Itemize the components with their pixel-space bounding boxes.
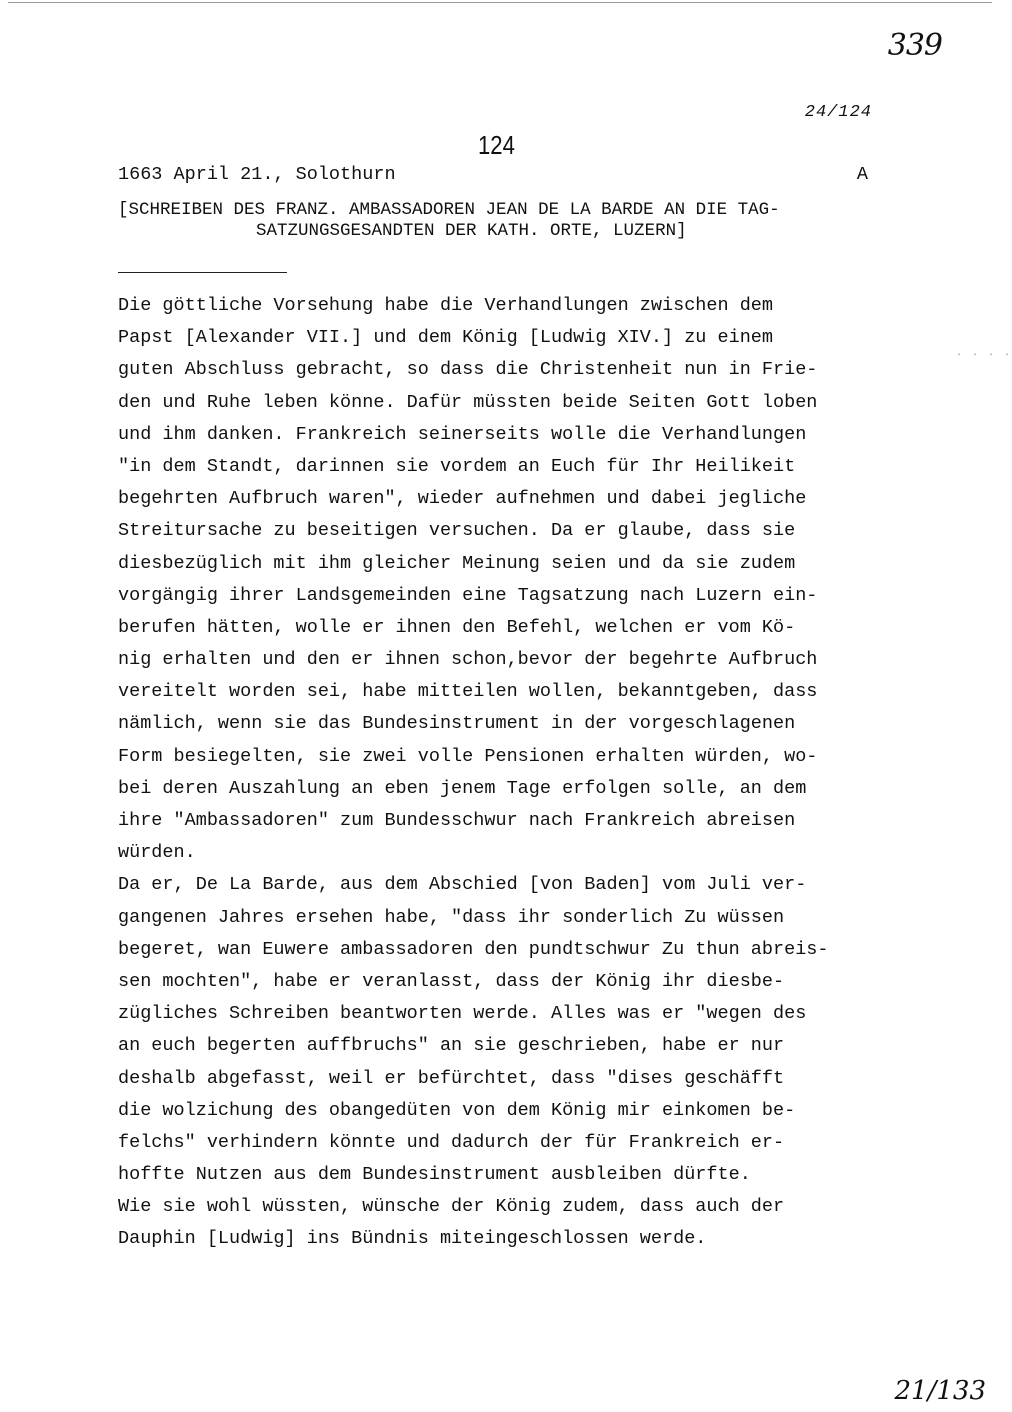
- handwritten-page-number: 21/133: [894, 1376, 986, 1406]
- text-line: begeret, wan Euwere ambassadoren den pundtschwur Zu thun abreis-: [118, 938, 829, 960]
- text-line: den und Ruhe leben könne. Dafür müssten beide Seiten Gott loben: [118, 391, 818, 413]
- date-place-line: 1663 April 21., Solothurn: [118, 164, 396, 185]
- scan-edge-line: [8, 2, 992, 3]
- handwritten-folio-number: 339: [887, 28, 942, 63]
- text-line: würden.: [118, 842, 196, 864]
- text-line: bei deren Auszahlung an eben jenem Tage erfolgen solle, an dem: [118, 777, 807, 799]
- text-line: Da er, De La Barde, aus dem Abschied [von Baden] vom Juli ver-: [118, 874, 807, 896]
- text-line: begehrten Aufbruch waren", wieder aufnehmen und dabei jegliche: [118, 488, 807, 510]
- text-line: Form besiegelten, sie zwei volle Pensionen erhalten würden, wo-: [118, 745, 818, 767]
- text-line: ihre "Ambassadoren" zum Bundesschwur nach Frankreich abreisen: [118, 810, 796, 831]
- text-line: vereitelt worden sei, habe mitteilen wollen, bekanntgeben, dass: [118, 681, 818, 703]
- text-line: hoffte Nutzen aus dem Bundesinstrument ausbleiben dürfte.: [118, 1164, 751, 1186]
- text-line: nig erhalten und den er ihnen schon,bevor der begehrte Aufbruch: [118, 649, 818, 671]
- text-line: nämlich, wenn sie das Bundesinstrument in der vorgeschlagenen: [118, 713, 796, 735]
- text-line: sen mochten", habe er veranlasst, dass der König ihr diesbe-: [118, 970, 785, 992]
- title-line: [SCHREIBEN DES FRANZ. AMBASSADOREN JEAN DE LA BARDE AN DIE TAG-: [118, 200, 780, 220]
- text-line: Die göttliche Vorsehung habe die Verhandlungen zwischen dem: [118, 295, 774, 316]
- archive-reference: 24/124: [804, 103, 872, 122]
- text-line: vorgängig ihrer Landsgemeinden eine Tagsatzung nach Luzern ein-: [118, 584, 818, 606]
- text-line: Wie sie wohl wüssten, wünsche der König zudem, dass auch der: [118, 1196, 785, 1218]
- title-line: SATZUNGSGESANDTEN DER KATH. ORTE, LUZERN]: [256, 221, 687, 241]
- text-line: diesbezüglich mit ihm gleicher Meinung seien und da sie zudem: [118, 552, 796, 574]
- text-line: "in dem Standt, darinnen sie vordem an Euch für Ihr Heilikeit: [118, 455, 796, 477]
- summary-text: [118, 290, 878, 1256]
- margin-mark: · · · ·: [956, 350, 1012, 361]
- document-title: [118, 200, 780, 242]
- separator-rule: [118, 272, 287, 273]
- text-line: felchs" verhindern könnte und dadurch der für Frankreich er-: [118, 1131, 785, 1153]
- text-line: Streitursache zu beseitigen versuchen. Da er glaube, dass sie: [118, 520, 796, 542]
- text-line: und ihm danken. Frankreich seinerseits wolle die Verhandlungen: [118, 423, 807, 445]
- text-line: berufen hätten, wolle er ihnen den Befehl, welchen er vom Kö-: [118, 616, 796, 638]
- text-line: an euch begerten auffbruchs" an sie geschrieben, habe er nur: [118, 1035, 785, 1057]
- text-line: Papst [Alexander VII.] und dem König [Ludwig XIV.] zu einem: [118, 327, 774, 349]
- text-line: die wolzichung des obangedüten von dem König mir einkomen be-: [118, 1099, 796, 1121]
- text-line: gangenen Jahres ersehen habe, "dass ihr sonderlich Zu wüssen: [118, 906, 785, 928]
- text-line: Dauphin [Ludwig] ins Bündnis miteingeschlossen werde.: [118, 1228, 707, 1250]
- category-letter: A: [856, 164, 868, 185]
- document-number: 124: [478, 130, 515, 160]
- text-line: deshalb abgefasst, weil er befürchtet, dass "dises geschäfft: [118, 1067, 785, 1089]
- text-line: zügliches Schreiben beantworten werde. Alles was er "wegen des: [118, 1003, 807, 1025]
- text-line: guten Abschluss gebracht, so dass die Christenheit nun in Frie-: [118, 359, 818, 381]
